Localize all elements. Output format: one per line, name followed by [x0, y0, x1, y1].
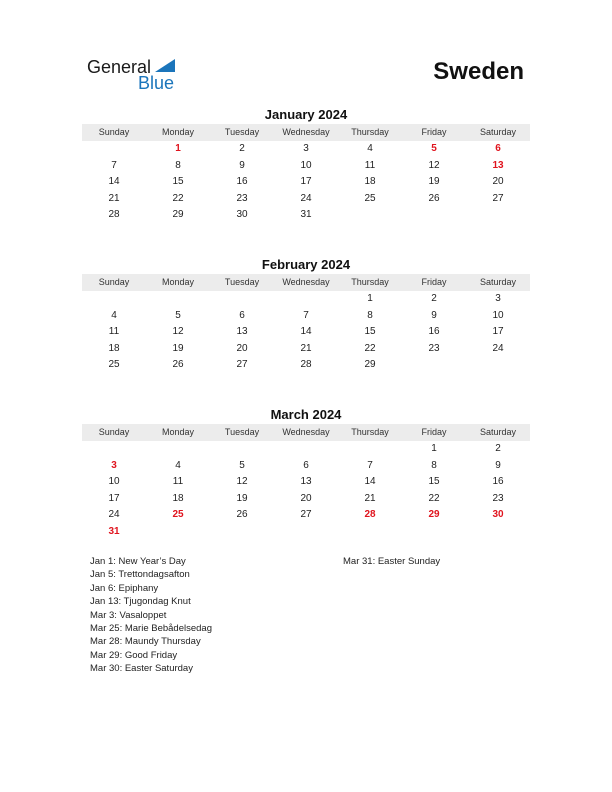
holiday-entry: Mar 29: Good Friday: [90, 649, 178, 661]
week-row: [82, 191, 530, 208]
day-cell: 28: [300, 359, 312, 370]
day-cell: [210, 441, 274, 458]
day-cell: 22: [364, 342, 376, 354]
holiday-list-right: [343, 555, 440, 568]
day-cell: 27: [236, 359, 248, 370]
weekday-label: Monday: [161, 427, 195, 437]
day-cell: 16: [492, 476, 504, 487]
day-cell: 22: [428, 492, 440, 504]
day-cell: 11: [172, 476, 184, 487]
day-cell: 15: [172, 176, 184, 187]
weekday-label: Monday: [161, 277, 195, 287]
holiday-entry: Jan 13: Tjugondag Knut: [90, 596, 191, 608]
week-row: [82, 357, 530, 374]
holiday-day-cell: 30: [492, 509, 504, 520]
day-cell: 25: [108, 359, 120, 370]
day-cell: [274, 291, 338, 308]
day-cell: 3: [303, 143, 309, 154]
weekday-label: Thursday: [351, 277, 389, 287]
day-cell: 21: [108, 192, 120, 204]
logo-triangle-icon: [155, 59, 175, 72]
day-cell: 14: [108, 176, 120, 187]
week-row: [82, 308, 530, 325]
day-cell: 8: [431, 459, 437, 471]
day-cell: 12: [236, 476, 248, 487]
month-january: [82, 106, 530, 224]
day-cell: 7: [111, 159, 117, 171]
day-cell: 19: [428, 176, 440, 187]
weekday-label: Saturday: [479, 427, 517, 437]
holiday-entry: Jan 5: Trettondagsafton: [90, 569, 190, 581]
holiday-day-cell: 6: [495, 143, 501, 154]
holiday-day-cell: 31: [108, 525, 120, 537]
weekday-label: Friday: [421, 127, 447, 137]
week-row: [82, 341, 530, 358]
day-cell: [466, 357, 530, 374]
day-cell: 10: [108, 476, 120, 487]
holiday-entry: Mar 30: Easter Saturday: [90, 663, 193, 675]
weekday-label: Friday: [421, 277, 447, 287]
day-cell: 4: [175, 459, 181, 471]
day-cell: 5: [239, 459, 245, 471]
day-cell: 11: [364, 159, 376, 171]
week-row: [82, 441, 530, 458]
day-cell: [402, 207, 466, 224]
day-cell: [146, 441, 210, 458]
day-cell: 23: [428, 342, 440, 354]
day-cell: 6: [303, 459, 309, 471]
day-cell: 29: [364, 359, 376, 370]
weekday-label: Wednesday: [282, 127, 330, 137]
day-cell: 27: [492, 192, 504, 204]
weekday-label: Tuesday: [224, 127, 260, 137]
weekday-label: Thursday: [351, 127, 389, 137]
day-cell: 8: [367, 309, 373, 321]
weekday-header-row: [82, 124, 530, 141]
holiday-day-cell: 1: [175, 143, 181, 154]
day-cell: [82, 291, 146, 308]
day-cell: 12: [428, 159, 440, 171]
day-cell: 20: [236, 342, 248, 354]
day-cell: [338, 441, 402, 458]
day-cell: 20: [300, 492, 312, 504]
day-cell: 4: [367, 143, 373, 154]
weekday-label: Thursday: [351, 427, 389, 437]
holiday-entry: Mar 3: Vasaloppet: [90, 609, 167, 621]
day-cell: 6: [239, 309, 245, 321]
day-cell: 16: [428, 326, 440, 337]
day-cell: 17: [300, 176, 312, 187]
week-row: [82, 158, 530, 175]
day-cell: 7: [303, 309, 309, 321]
day-cell: [210, 524, 274, 541]
logo-blue-text: Blue: [138, 73, 175, 93]
day-cell: 24: [492, 342, 504, 354]
holiday-day-cell: 13: [492, 159, 504, 171]
day-cell: 23: [236, 192, 248, 204]
holiday-day-cell: 3: [111, 459, 117, 471]
weekday-label: Sunday: [98, 127, 130, 137]
country-title: Sweden: [433, 58, 524, 85]
day-cell: [146, 291, 210, 308]
day-cell: 11: [108, 326, 120, 337]
day-cell: 4: [111, 309, 117, 321]
day-cell: 10: [300, 159, 312, 171]
day-cell: 25: [364, 192, 376, 204]
day-cell: [146, 524, 210, 541]
day-cell: [466, 524, 530, 541]
day-cell: 21: [364, 492, 376, 504]
day-cell: 8: [175, 159, 181, 171]
day-cell: 14: [300, 326, 312, 337]
day-cell: [338, 524, 402, 541]
week-row: [82, 458, 530, 475]
day-cell: 27: [300, 509, 312, 520]
weekday-label: Monday: [161, 127, 195, 137]
week-row: [82, 474, 530, 491]
day-cell: 19: [236, 492, 248, 504]
day-cell: 18: [364, 176, 376, 187]
day-cell: 19: [172, 342, 184, 354]
day-cell: 21: [300, 342, 312, 354]
holiday-day-cell: 28: [364, 509, 376, 520]
logo-general-text: General: [87, 57, 152, 77]
holiday-list-left: [90, 555, 212, 676]
month-march: [82, 406, 530, 540]
day-cell: 1: [431, 443, 437, 454]
week-row: [82, 507, 530, 524]
day-cell: 9: [495, 459, 501, 471]
day-cell: 1: [367, 293, 373, 304]
holiday-entry: Mar 31: Easter Sunday: [343, 556, 441, 567]
week-row: [82, 174, 530, 191]
generalblue-logo: [87, 56, 187, 92]
week-row: [82, 141, 530, 158]
week-row: [82, 524, 530, 541]
day-cell: 22: [172, 192, 184, 204]
day-cell: 26: [172, 359, 184, 370]
holiday-entry: Mar 25: Marie Bebådelsedag: [90, 623, 212, 635]
holiday-day-cell: 25: [172, 509, 184, 520]
day-cell: 18: [172, 492, 184, 504]
day-cell: 31: [300, 209, 312, 220]
day-cell: 2: [431, 293, 437, 304]
day-cell: 9: [431, 309, 437, 321]
day-cell: [82, 141, 146, 158]
day-cell: [274, 524, 338, 541]
weekday-label: Friday: [421, 427, 447, 437]
day-cell: 10: [492, 309, 504, 321]
day-cell: 5: [175, 309, 181, 321]
day-cell: 17: [492, 326, 504, 337]
day-cell: [274, 441, 338, 458]
week-row: [82, 324, 530, 341]
day-cell: 24: [108, 509, 120, 520]
day-cell: [466, 207, 530, 224]
holiday-entry: Jan 6: Epiphany: [90, 582, 159, 594]
weekday-label: Tuesday: [224, 277, 260, 287]
day-cell: [402, 524, 466, 541]
day-cell: 30: [236, 209, 248, 220]
week-row: [82, 291, 530, 308]
holiday-entry: Mar 28: Maundy Thursday: [90, 636, 201, 648]
day-cell: 17: [108, 492, 120, 504]
weekday-label: Tuesday: [224, 427, 260, 437]
weekday-header-row: [82, 274, 530, 291]
day-cell: 24: [300, 192, 312, 204]
day-cell: [210, 291, 274, 308]
day-cell: 13: [300, 476, 312, 487]
month-title: January 2024: [264, 107, 348, 122]
holiday-day-cell: 5: [431, 143, 437, 154]
weekday-label: Saturday: [479, 277, 517, 287]
month-title: March 2024: [270, 407, 342, 422]
holiday-entry: Jan 1: New Year’s Day: [90, 556, 186, 567]
day-cell: 26: [236, 509, 248, 520]
day-cell: 29: [172, 209, 184, 220]
day-cell: [82, 441, 146, 458]
day-cell: 15: [364, 326, 376, 337]
day-cell: 9: [239, 159, 245, 171]
weekday-label: Wednesday: [282, 277, 330, 287]
day-cell: 13: [236, 326, 248, 337]
day-cell: 16: [236, 176, 248, 187]
day-cell: [338, 207, 402, 224]
weekday-header-row: [82, 424, 530, 441]
day-cell: [402, 357, 466, 374]
month-february: [82, 256, 530, 374]
week-row: [82, 207, 530, 224]
day-cell: 3: [495, 293, 501, 304]
day-cell: 2: [495, 443, 501, 454]
day-cell: 23: [492, 492, 504, 504]
day-cell: 14: [364, 476, 376, 487]
weekday-label: Sunday: [98, 277, 130, 287]
month-title: February 2024: [261, 257, 351, 272]
week-row: [82, 491, 530, 508]
day-cell: 26: [428, 192, 440, 204]
day-cell: 2: [239, 143, 245, 154]
weekday-label: Wednesday: [282, 427, 330, 437]
day-cell: 28: [108, 209, 120, 220]
weekday-label: Sunday: [98, 427, 130, 437]
day-cell: 7: [367, 459, 373, 471]
day-cell: 18: [108, 342, 120, 354]
day-cell: 20: [492, 176, 504, 187]
holiday-day-cell: 29: [428, 509, 440, 520]
day-cell: 15: [428, 476, 440, 487]
day-cell: 12: [172, 326, 184, 337]
weekday-label: Saturday: [479, 127, 517, 137]
